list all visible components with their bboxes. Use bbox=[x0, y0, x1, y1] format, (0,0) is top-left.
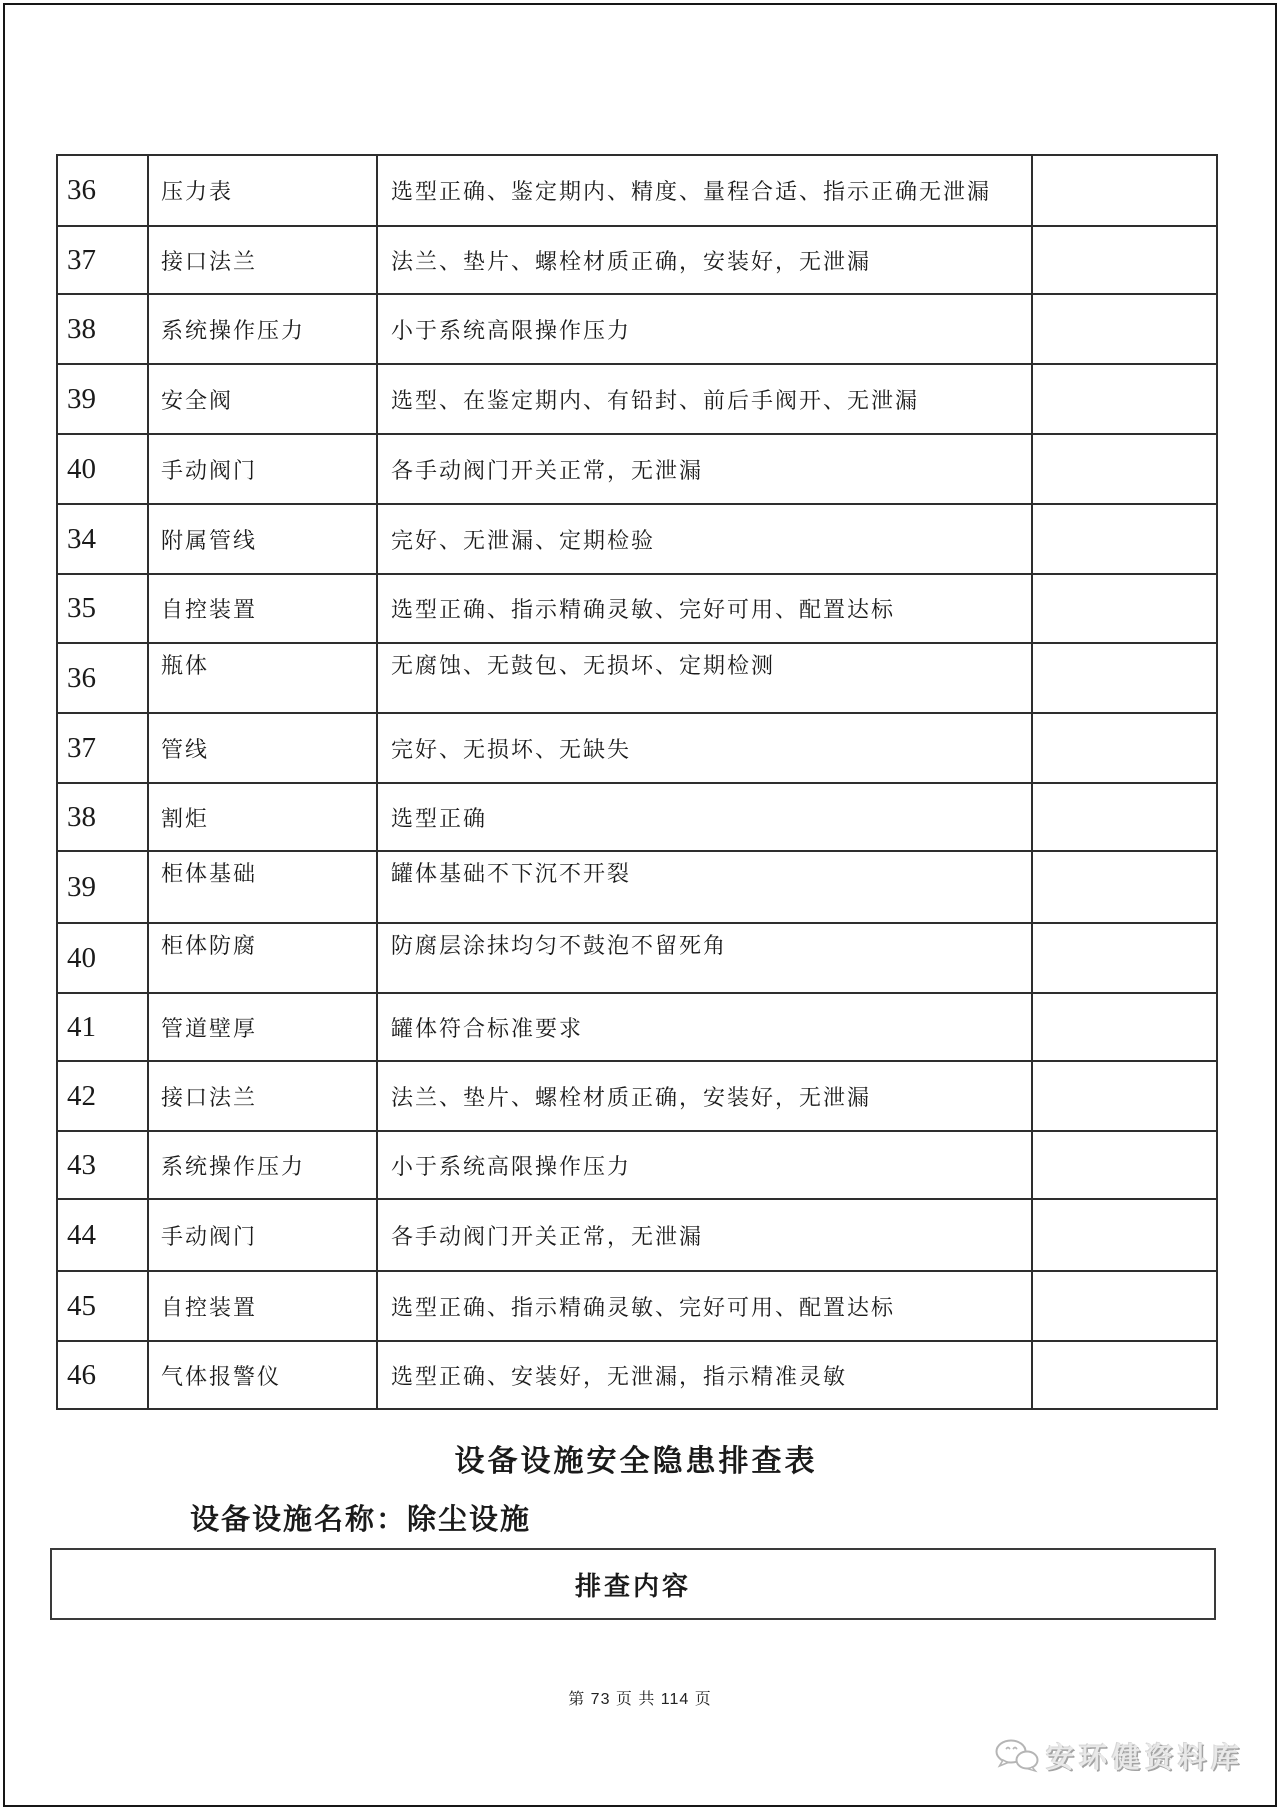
result-cell bbox=[1032, 1271, 1217, 1341]
check-content: 法兰、垫片、螺栓材质正确，安装好，无泄漏 bbox=[377, 226, 1032, 294]
table-row bbox=[57, 923, 1217, 993]
result-cell bbox=[1032, 155, 1217, 226]
item-name: 手动阀门 bbox=[148, 1199, 377, 1271]
table-row bbox=[57, 1131, 1217, 1199]
row-number: 37 bbox=[57, 226, 148, 294]
equipment-name-label: 设备设施名称：除尘设施 bbox=[190, 1504, 532, 1536]
row-number: 36 bbox=[57, 155, 148, 226]
inspection-content-header-label: 排查内容 bbox=[574, 1571, 691, 1601]
item-name: 柜体基础 bbox=[148, 851, 377, 923]
check-content: 法兰、垫片、螺栓材质正确，安装好，无泄漏 bbox=[377, 1061, 1032, 1131]
check-content: 选型正确 bbox=[377, 783, 1032, 851]
inspection-content-header bbox=[50, 1548, 1216, 1620]
result-cell bbox=[1032, 504, 1217, 574]
inspection-table bbox=[56, 154, 1218, 1410]
item-name: 安全阀 bbox=[148, 364, 377, 434]
check-content: 各手动阀门开关正常，无泄漏 bbox=[377, 1199, 1032, 1271]
table-row bbox=[57, 643, 1217, 713]
table-row bbox=[57, 1271, 1217, 1341]
check-content: 各手动阀门开关正常，无泄漏 bbox=[377, 434, 1032, 504]
watermark bbox=[994, 1736, 1244, 1776]
row-number: 42 bbox=[57, 1061, 148, 1131]
check-content: 防腐层涂抹均匀不鼓泡不留死角 bbox=[377, 923, 1032, 993]
result-cell bbox=[1032, 574, 1217, 643]
result-cell bbox=[1032, 434, 1217, 504]
check-content: 选型正确、鉴定期内、精度、量程合适、指示正确无泄漏 bbox=[377, 155, 1032, 226]
row-number: 45 bbox=[57, 1271, 148, 1341]
table-row bbox=[57, 504, 1217, 574]
result-cell bbox=[1032, 923, 1217, 993]
row-number: 34 bbox=[57, 504, 148, 574]
item-name: 瓶体 bbox=[148, 643, 377, 713]
table-row bbox=[57, 155, 1217, 226]
watermark-text: 安环健资料库 bbox=[1045, 1742, 1244, 1773]
result-cell bbox=[1032, 851, 1217, 923]
row-number: 46 bbox=[57, 1341, 148, 1409]
row-number: 44 bbox=[57, 1199, 148, 1271]
check-content: 罐体符合标准要求 bbox=[377, 993, 1032, 1061]
result-cell bbox=[1032, 993, 1217, 1061]
check-content: 完好、无损坏、无缺失 bbox=[377, 713, 1032, 783]
inspection-table-body bbox=[57, 155, 1217, 1409]
row-number: 40 bbox=[57, 923, 148, 993]
item-name: 自控装置 bbox=[148, 574, 377, 643]
page-number: 第 73 页 共 114 页 bbox=[568, 1691, 712, 1708]
check-content: 选型正确、指示精确灵敏、完好可用、配置达标 bbox=[377, 1271, 1032, 1341]
row-number: 41 bbox=[57, 993, 148, 1061]
wechat-icon bbox=[994, 1738, 1040, 1774]
item-name: 气体报警仪 bbox=[148, 1341, 377, 1409]
row-number: 37 bbox=[57, 713, 148, 783]
item-name: 管道壁厚 bbox=[148, 993, 377, 1061]
check-content: 罐体基础不下沉不开裂 bbox=[377, 851, 1032, 923]
next-table-title: 设备设施安全隐患排查表 bbox=[454, 1445, 818, 1478]
check-content: 选型正确、安装好，无泄漏，指示精准灵敏 bbox=[377, 1341, 1032, 1409]
result-cell bbox=[1032, 1199, 1217, 1271]
result-cell bbox=[1032, 1061, 1217, 1131]
row-number: 40 bbox=[57, 434, 148, 504]
row-number: 39 bbox=[57, 364, 148, 434]
item-name: 系统操作压力 bbox=[148, 294, 377, 364]
check-content: 完好、无泄漏、定期检验 bbox=[377, 504, 1032, 574]
item-name: 接口法兰 bbox=[148, 1061, 377, 1131]
item-name: 系统操作压力 bbox=[148, 1131, 377, 1199]
table-row bbox=[57, 294, 1217, 364]
table-row bbox=[57, 1199, 1217, 1271]
item-name: 割炬 bbox=[148, 783, 377, 851]
table-row bbox=[57, 713, 1217, 783]
row-number: 36 bbox=[57, 643, 148, 713]
table-row bbox=[57, 851, 1217, 923]
item-name: 管线 bbox=[148, 713, 377, 783]
item-name: 手动阀门 bbox=[148, 434, 377, 504]
row-number: 38 bbox=[57, 783, 148, 851]
table-row bbox=[57, 993, 1217, 1061]
table-row bbox=[57, 574, 1217, 643]
item-name: 自控装置 bbox=[148, 1271, 377, 1341]
check-content: 选型、在鉴定期内、有铅封、前后手阀开、无泄漏 bbox=[377, 364, 1032, 434]
check-content: 小于系统高限操作压力 bbox=[377, 294, 1032, 364]
item-name: 压力表 bbox=[148, 155, 377, 226]
table-row bbox=[57, 364, 1217, 434]
result-cell bbox=[1032, 364, 1217, 434]
check-content: 小于系统高限操作压力 bbox=[377, 1131, 1032, 1199]
result-cell bbox=[1032, 713, 1217, 783]
item-name: 柜体防腐 bbox=[148, 923, 377, 993]
result-cell bbox=[1032, 1341, 1217, 1409]
table-row bbox=[57, 434, 1217, 504]
row-number: 39 bbox=[57, 851, 148, 923]
row-number: 43 bbox=[57, 1131, 148, 1199]
check-content: 选型正确、指示精确灵敏、完好可用、配置达标 bbox=[377, 574, 1032, 643]
table-row bbox=[57, 226, 1217, 294]
result-cell bbox=[1032, 643, 1217, 713]
item-name: 附属管线 bbox=[148, 504, 377, 574]
row-number: 35 bbox=[57, 574, 148, 643]
result-cell bbox=[1032, 783, 1217, 851]
check-content: 无腐蚀、无鼓包、无损坏、定期检测 bbox=[377, 643, 1032, 713]
result-cell bbox=[1032, 294, 1217, 364]
result-cell bbox=[1032, 1131, 1217, 1199]
table-row bbox=[57, 1061, 1217, 1131]
result-cell bbox=[1032, 226, 1217, 294]
row-number: 38 bbox=[57, 294, 148, 364]
table-row bbox=[57, 1341, 1217, 1409]
item-name: 接口法兰 bbox=[148, 226, 377, 294]
table-row bbox=[57, 783, 1217, 851]
